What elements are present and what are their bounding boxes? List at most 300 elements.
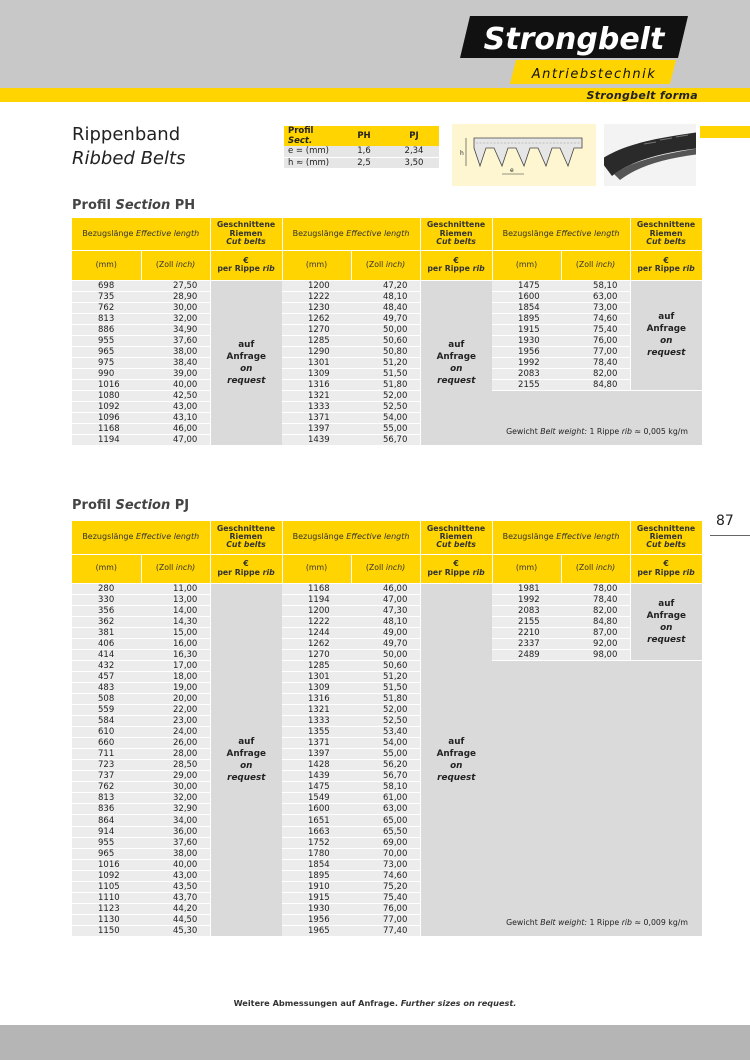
pj-mm: 414 [72,649,141,660]
pj-inch: 28,50 [141,760,210,771]
pj-inch: 17,00 [141,660,210,671]
pj-col-mm-3: (mm) [492,554,561,583]
ph-inch: 27,50 [141,280,210,291]
pj-mm: 1600 [282,804,351,815]
pj-mm: 1475 [282,782,351,793]
pj-inch: 11,00 [141,583,210,594]
pj-mm: 1092 [72,870,141,881]
page-number-rule [710,535,750,536]
profile-row-e-pj: 2,34 [389,146,439,157]
ph-row [72,335,702,346]
pj-mm: 1130 [72,914,141,925]
pj-mm: 836 [72,804,141,815]
on-request-cell: auf Anfrage on request [420,583,492,937]
pj-mm: 1105 [72,881,141,892]
pj-mm: 1270 [282,649,351,660]
pj-col-length-3: Bezugslänge Effective length [492,521,630,554]
ph-inch: 47,00 [141,435,210,446]
pj-mm: 2210 [492,627,561,638]
ph-inch: 30,00 [141,302,210,313]
pj-inch: 50,00 [351,649,420,660]
pj-inch: 75,40 [351,892,420,903]
on-request-cell: auf Anfrage on request [420,280,492,446]
ph-mm: 1301 [282,357,351,368]
ph-inch: 28,90 [141,291,210,302]
ph-mm: 1194 [72,435,141,446]
ph-table [72,218,703,446]
pj-inch: 40,00 [141,859,210,870]
ph-inch: 38,00 [141,346,210,357]
ph-mm: 1200 [282,280,351,291]
pj-inch: 20,00 [141,693,210,704]
pj-inch: 44,50 [141,914,210,925]
ph-row [72,324,702,335]
pj-col-euro-1: € per Rippe rib [210,554,282,583]
pj-inch: 84,80 [561,616,630,627]
pj-inch: 77,40 [351,925,420,936]
pj-col-mm-2: (mm) [282,554,351,583]
pj-mm: 1915 [282,892,351,903]
ph-inch: 46,00 [141,424,210,435]
pj-inch: 50,60 [351,660,420,671]
pj-mm: 1428 [282,760,351,771]
pj-row [72,638,702,649]
pj-col-length-1: Bezugslänge Effective length [72,521,210,554]
pj-mm: 965 [72,848,141,859]
belt-photo [604,124,696,186]
pj-mm: 2489 [492,649,561,660]
profile-row-e-label: e = (mm) [284,146,339,157]
pj-mm: 660 [72,738,141,749]
ph-inch: 78,40 [561,357,630,368]
page-title-de: Rippenband [72,124,181,145]
pj-mm: 1168 [282,583,351,594]
pj-inch: 78,40 [561,594,630,605]
on-request-cell: auf Anfrage on request [630,583,702,660]
pj-mm: 1194 [282,594,351,605]
ph-mm: 955 [72,335,141,346]
ph-inch: 82,00 [561,368,630,379]
pj-inch: 47,30 [351,605,420,616]
section-title-pj: Profil Section PJ [72,498,190,513]
ph-mm: 2083 [492,368,561,379]
pj-mm: 1981 [492,583,561,594]
pj-inch: 37,60 [141,837,210,848]
pj-mm: 1854 [282,859,351,870]
pj-mm: 280 [72,583,141,594]
pj-inch: 28,00 [141,749,210,760]
ph-inch: 34,90 [141,324,210,335]
pj-inch: 70,00 [351,848,420,859]
ph-inch: 76,00 [561,335,630,346]
pj-inch: 43,70 [141,892,210,903]
pj-inch: 52,00 [351,705,420,716]
profile-table [284,126,439,169]
ph-inch: 43,00 [141,402,210,413]
diagram-e-label: e [510,167,514,174]
profile-row-e-ph: 1,6 [339,146,389,157]
profile-head-ph: PH [339,126,389,146]
pj-inch: 82,00 [561,605,630,616]
pj-mm: 1752 [282,837,351,848]
pj-col-cut-1: Geschnittene Riemen Cut belts [210,521,282,554]
ph-inch: 37,60 [141,335,210,346]
ph-mm: 1475 [492,280,561,291]
pj-mm: 1333 [282,716,351,727]
pj-inch: 65,00 [351,815,420,826]
ph-inch: 48,10 [351,291,420,302]
ph-mm: 1080 [72,390,141,401]
ph-col-euro-1: € per Rippe rib [210,250,282,280]
pj-mm: 1549 [282,793,351,804]
pj-mm: 381 [72,627,141,638]
ph-col-inch-2: (Zoll inch) [351,250,420,280]
pj-mm: 955 [72,837,141,848]
profile-row-h-pj: 3,50 [389,157,439,168]
ph-inch: 52,00 [351,390,420,401]
ph-row [72,379,702,390]
on-request-cell: auf Anfrage on request [210,583,282,937]
pj-inch: 69,00 [351,837,420,848]
ph-inch: 50,00 [351,324,420,335]
ph-inch: 75,40 [561,324,630,335]
profile-row-h-label: h ≈ (mm) [284,157,339,168]
pj-inch: 22,00 [141,705,210,716]
pj-inch: 56,70 [351,771,420,782]
ph-mm: 1439 [282,435,351,446]
pj-inch: 55,00 [351,749,420,760]
pj-inch: 51,80 [351,693,420,704]
pj-inch: 44,20 [141,903,210,914]
pj-inch: 24,00 [141,727,210,738]
pj-inch: 98,00 [561,649,630,660]
pj-inch: 14,30 [141,616,210,627]
side-tab [700,126,750,138]
pj-mm: 2155 [492,616,561,627]
pj-inch: 49,00 [351,627,420,638]
ph-col-mm-1: (mm) [72,250,141,280]
on-request-cell: auf Anfrage on request [210,280,282,446]
pj-inch: 47,00 [351,594,420,605]
ph-inch: 52,50 [351,402,420,413]
pj-inch: 75,20 [351,881,420,892]
pj-inch: 38,00 [141,848,210,859]
ph-col-inch-1: (Zoll inch) [141,250,210,280]
ph-col-length-2: Bezugslänge Effective length [282,218,420,250]
pj-inch: 43,50 [141,881,210,892]
pj-inch: 13,00 [141,594,210,605]
ph-inch: 50,60 [351,335,420,346]
pj-mm: 1123 [72,903,141,914]
ph-inch: 47,20 [351,280,420,291]
ph-mm: 1168 [72,424,141,435]
ph-inch: 74,60 [561,313,630,324]
footer-note: Weitere Abmessungen auf Anfrage. Further sizes on request. [233,998,517,1008]
pj-inch: 23,00 [141,716,210,727]
belt-weight-note: Gewicht Belt weight: 1 Rippe rib ≈ 0,009 kg/m [492,660,702,936]
pj-mm: 723 [72,760,141,771]
pj-col-cut-3: Geschnittene Riemen Cut belts [630,521,702,554]
ph-mm: 1096 [72,413,141,424]
brand-name: Strongbelt [483,22,665,57]
pj-inch: 73,00 [351,859,420,870]
ph-col-cut-1: Geschnittene Riemen Cut belts [210,218,282,250]
belt-weight-note: Gewicht Belt weight: 1 Rippe rib ≈ 0,005 kg/m [492,390,702,445]
pj-mm: 2083 [492,605,561,616]
pj-mm: 610 [72,727,141,738]
pj-mm: 1321 [282,705,351,716]
brand-forma: Strongbelt forma [586,89,698,102]
pj-inch: 18,00 [141,671,210,682]
ph-mm: 1930 [492,335,561,346]
ph-inch: 38,40 [141,357,210,368]
pj-inch: 19,00 [141,682,210,693]
pj-inch: 76,00 [351,903,420,914]
pj-mm: 1930 [282,903,351,914]
pj-col-euro-3: € per Rippe rib [630,554,702,583]
pj-col-length-2: Bezugslänge Effective length [282,521,420,554]
pj-mm: 1355 [282,727,351,738]
ph-mm: 1309 [282,368,351,379]
pj-mm: 1222 [282,616,351,627]
ph-inch: 51,80 [351,379,420,390]
ph-inch: 54,00 [351,413,420,424]
pj-inch: 54,00 [351,738,420,749]
ph-col-mm-2: (mm) [282,250,351,280]
ph-inch: 51,50 [351,368,420,379]
pj-inch: 49,70 [351,638,420,649]
pj-col-inch-2: (Zoll inch) [351,554,420,583]
pj-inch: 87,00 [561,627,630,638]
ph-col-euro-2: € per Rippe rib [420,250,492,280]
ph-mm: 1371 [282,413,351,424]
ph-mm: 1397 [282,424,351,435]
pj-row [72,627,702,638]
pj-inch: 46,00 [351,583,420,594]
ph-mm: 698 [72,280,141,291]
pj-inch: 77,00 [351,914,420,925]
pj-row [72,649,702,660]
pj-mm: 1992 [492,594,561,605]
pj-mm: 1244 [282,627,351,638]
ph-col-inch-3: (Zoll inch) [561,250,630,280]
ph-mm: 1956 [492,346,561,357]
ph-col-length-3: Bezugslänge Effective length [492,218,630,250]
ph-inch: 49,70 [351,313,420,324]
section-title-ph: Profil Section PH [72,198,196,213]
ph-mm: 1333 [282,402,351,413]
pj-mm: 1965 [282,925,351,936]
ph-inch: 63,00 [561,291,630,302]
ph-mm: 1895 [492,313,561,324]
pj-inch: 26,00 [141,738,210,749]
pj-mm: 1439 [282,771,351,782]
pj-inch: 61,00 [351,793,420,804]
ph-inch: 40,00 [141,379,210,390]
pj-inch: 51,50 [351,682,420,693]
ph-inch: 55,00 [351,424,420,435]
pj-mm: 711 [72,749,141,760]
ph-row [72,280,702,291]
pj-mm: 2337 [492,638,561,649]
pj-inch: 15,00 [141,627,210,638]
ph-mm: 1854 [492,302,561,313]
ph-mm: 813 [72,313,141,324]
ph-inch: 43,10 [141,413,210,424]
ph-row [72,390,702,401]
profile-head-pj: PJ [389,126,439,146]
pj-inch: 34,00 [141,815,210,826]
ph-col-euro-3: € per Rippe rib [630,250,702,280]
pj-mm: 762 [72,782,141,793]
pj-mm: 1016 [72,859,141,870]
pj-inch: 16,00 [141,638,210,649]
pj-mm: 1110 [72,892,141,903]
ph-inch: 51,20 [351,357,420,368]
pj-inch: 48,10 [351,616,420,627]
pj-inch: 14,00 [141,605,210,616]
pj-inch: 45,30 [141,925,210,936]
brand-sub: Antriebstechnik [531,67,657,82]
strongbelt-logo [456,16,688,84]
ph-inch: 48,40 [351,302,420,313]
ph-row [72,357,702,368]
pj-row [72,605,702,616]
footer-band [0,1025,750,1060]
pj-mm: 1895 [282,870,351,881]
ph-row [72,291,702,302]
ph-col-mm-3: (mm) [492,250,561,280]
ph-inch: 73,00 [561,302,630,313]
ph-row [72,346,702,357]
pj-row [72,594,702,605]
pj-row [72,616,702,627]
pj-mm: 1663 [282,826,351,837]
ph-mm: 990 [72,368,141,379]
pj-mm: 914 [72,826,141,837]
pj-col-inch-3: (Zoll inch) [561,554,630,583]
pj-inch: 29,00 [141,771,210,782]
profile-head: Profil Sect. [284,126,339,146]
pj-mm: 1150 [72,925,141,936]
pj-inch: 43,00 [141,870,210,881]
pj-mm: 864 [72,815,141,826]
ph-row [72,302,702,313]
pj-inch: 51,20 [351,671,420,682]
page-title-en: Ribbed Belts [72,148,186,169]
ph-row [72,368,702,379]
pj-inch: 30,00 [141,782,210,793]
ph-mm: 1316 [282,379,351,390]
pj-mm: 1910 [282,881,351,892]
pj-mm: 1780 [282,848,351,859]
pj-mm: 1285 [282,660,351,671]
pj-inch: 53,40 [351,727,420,738]
pj-inch: 32,00 [141,793,210,804]
pj-inch: 32,90 [141,804,210,815]
pj-mm: 356 [72,605,141,616]
page-number: 87 [716,513,734,529]
diagram-h-label: h [460,150,464,157]
ph-mm: 1290 [282,346,351,357]
ph-mm: 975 [72,357,141,368]
ph-inch: 84,80 [561,379,630,390]
pj-mm: 1262 [282,638,351,649]
pj-mm: 1316 [282,693,351,704]
pj-col-mm-1: (mm) [72,554,141,583]
pj-inch: 74,60 [351,870,420,881]
ph-col-length-1: Bezugslänge Effective length [72,218,210,250]
pj-inch: 56,20 [351,760,420,771]
pj-mm: 559 [72,705,141,716]
ph-col-cut-2: Geschnittene Riemen Cut belts [420,218,492,250]
ph-mm: 1285 [282,335,351,346]
pj-inch: 58,10 [351,782,420,793]
ph-mm: 1222 [282,291,351,302]
rib-profile-diagram [452,124,596,186]
ph-mm: 2155 [492,379,561,390]
pj-inch: 65,50 [351,826,420,837]
pj-mm: 1397 [282,749,351,760]
ph-inch: 32,00 [141,313,210,324]
pj-mm: 508 [72,693,141,704]
pj-mm: 737 [72,771,141,782]
ph-mm: 1600 [492,291,561,302]
pj-mm: 1371 [282,738,351,749]
ph-mm: 1262 [282,313,351,324]
pj-mm: 483 [72,682,141,693]
pj-col-cut-2: Geschnittene Riemen Cut belts [420,521,492,554]
pj-col-euro-2: € per Rippe rib [420,554,492,583]
ph-mm: 1915 [492,324,561,335]
pj-mm: 362 [72,616,141,627]
pj-row [72,583,702,594]
pj-mm: 457 [72,671,141,682]
pj-inch: 36,00 [141,826,210,837]
pj-mm: 1309 [282,682,351,693]
pj-mm: 1651 [282,815,351,826]
ph-mm: 1992 [492,357,561,368]
pj-mm: 432 [72,660,141,671]
ph-mm: 1321 [282,390,351,401]
pj-inch: 16,30 [141,649,210,660]
pj-mm: 1301 [282,671,351,682]
ph-inch: 39,00 [141,368,210,379]
ph-inch: 58,10 [561,280,630,291]
ph-mm: 762 [72,302,141,313]
pj-inch: 92,00 [561,638,630,649]
ph-mm: 1016 [72,379,141,390]
ph-mm: 735 [72,291,141,302]
pj-col-inch-1: (Zoll inch) [141,554,210,583]
ph-mm: 886 [72,324,141,335]
ph-inch: 56,70 [351,435,420,446]
ph-mm: 1230 [282,302,351,313]
ph-inch: 77,00 [561,346,630,357]
pj-mm: 1200 [282,605,351,616]
ph-mm: 965 [72,346,141,357]
pj-mm: 1956 [282,914,351,925]
ph-inch: 42,50 [141,390,210,401]
ph-mm: 1270 [282,324,351,335]
pj-inch: 78,00 [561,583,630,594]
pj-mm: 330 [72,594,141,605]
pj-mm: 406 [72,638,141,649]
pj-row [72,660,702,671]
profile-row-h-ph: 2,5 [339,157,389,168]
pj-mm: 584 [72,716,141,727]
pj-mm: 813 [72,793,141,804]
